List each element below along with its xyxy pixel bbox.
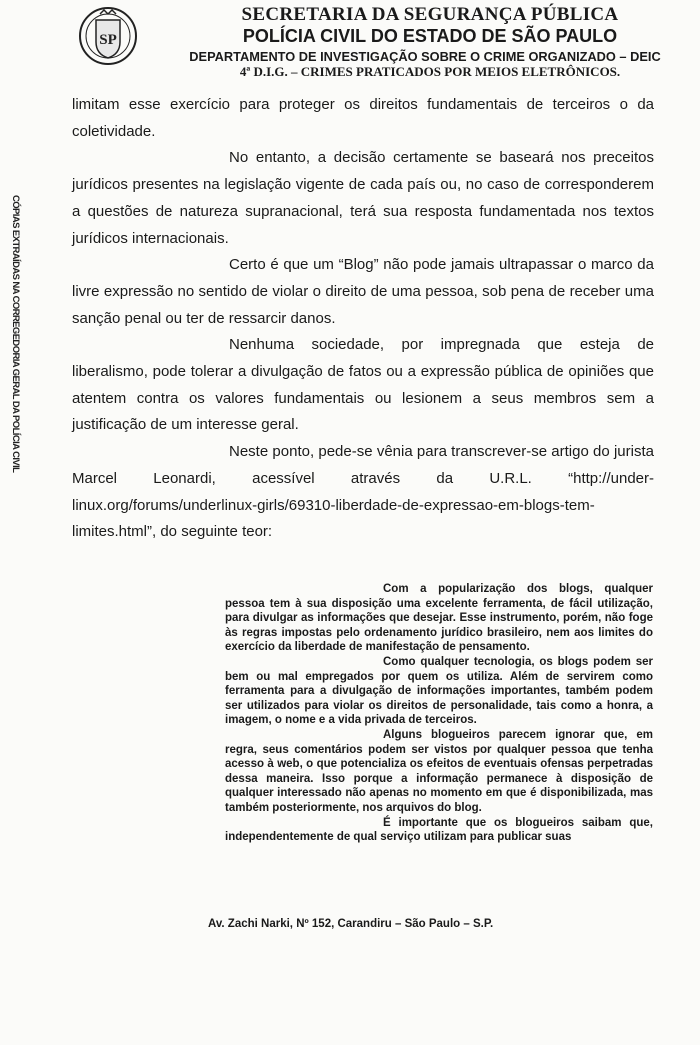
header-departamento: DEPARTAMENTO DE INVESTIGAÇÃO SOBRE O CRIME ORGANIZADO – DEIC [189,49,661,64]
footer-address: Av. Zachi Narki, Nº 152, Carandiru – São Paulo – S.P. [208,918,494,930]
paragraph: Certo é que um “Blog” não pode jamais ultrapassar o marco da livre expressão no sentido de violar o direito de uma pessoa, sob pena de receber uma sanção penal ou ter de ressarcir danos. [72,256,654,327]
paragraph: Nenhuma sociedade, por impregnada que esteja de liberalismo, pode tolerar a divulgação de fatos ou a expressão pública de opiniões que atentem contra os valores fundamentais ou lesionem a seus membros sem a justificação de um interesse geral. [72,336,654,434]
quote-paragraph: Com a popularização dos blogs, qualquer pessoa tem à sua disposição uma excelente ferramenta, de fácil utilização, para divulgar as informações que desejar. Esse instrumento, porém, não foge às regras impostas pelo ordenamento jurídico brasileiro, nem aos limites do exercício da liberdade de manifestação de pensamento. [225,583,653,654]
paragraph: limitam esse exercício para proteger os direitos fundamentais de terceiros o da coletividade. [72,96,654,140]
header-secretaria: SECRETARIA DA SEGURANÇA PÚBLICA [241,4,619,25]
document-body [72,92,654,546]
side-stamp: CÓPIAS EXTRAÍDAS NA CORREGEDORIA GERAL DA POLÍCIA CIVIL [10,195,21,473]
svg-text:SP: SP [99,32,117,48]
quoted-article [225,582,653,845]
url-line: linux.org/forums/underlinux-girls/69310-liberdade-de-expressao-em-blogs-tem- [72,496,595,514]
quote-paragraph: Como qualquer tecnologia, os blogs podem ser bem ou mal empregados por quem os utiliza. Além de servirem como ferramenta para a divulgação de informações importantes, também podem ser utilizados para violar os direitos de personalidade, tais como a honra, a imagem, o nome e a vida privada de terceiros. [225,655,653,727]
police-seal [78,6,138,66]
header-policia-civil: POLÍCIA CIVIL DO ESTADO DE SÃO PAULO [242,26,618,46]
header-dig: 4ª D.I.G. – CRIMES PRATICADOS POR MEIOS ELETRÔNICOS. [239,64,621,79]
quote-paragraph: Alguns blogueiros parecem ignorar que, em regra, seus comentários podem ser vistos por qualquer pessoa que tenha acesso à web, o que potencializa os efeitos de eventuais ofensas perpetradas dessa maneira. Isso porque a informação permanece à disposição de qualquer interessado não apenas no momento em que é disponibilizada, mas também posteriormente, nos arquivos do blog. [225,728,653,814]
paragraph: No entanto, a decisão certamente se baseará nos preceitos jurídicos presentes na legislação vigente de cada país ou, no caso de corresponderem a questões de natureza supranacional, terá sua resposta fundamentada nos textos jurídicos internacionais. [72,149,654,247]
paragraph: Neste ponto, pede-se vênia para transcrever-se artigo do jurista Marcel Leonardi, acessível através da U.R.L. “http://under- [72,443,654,487]
url-tail: limites.html”, do seguinte teor: [72,523,273,541]
quote-paragraph: É importante que os blogueiros saibam que, independentemente de qual serviço utilizam para publicar suas [225,816,653,844]
